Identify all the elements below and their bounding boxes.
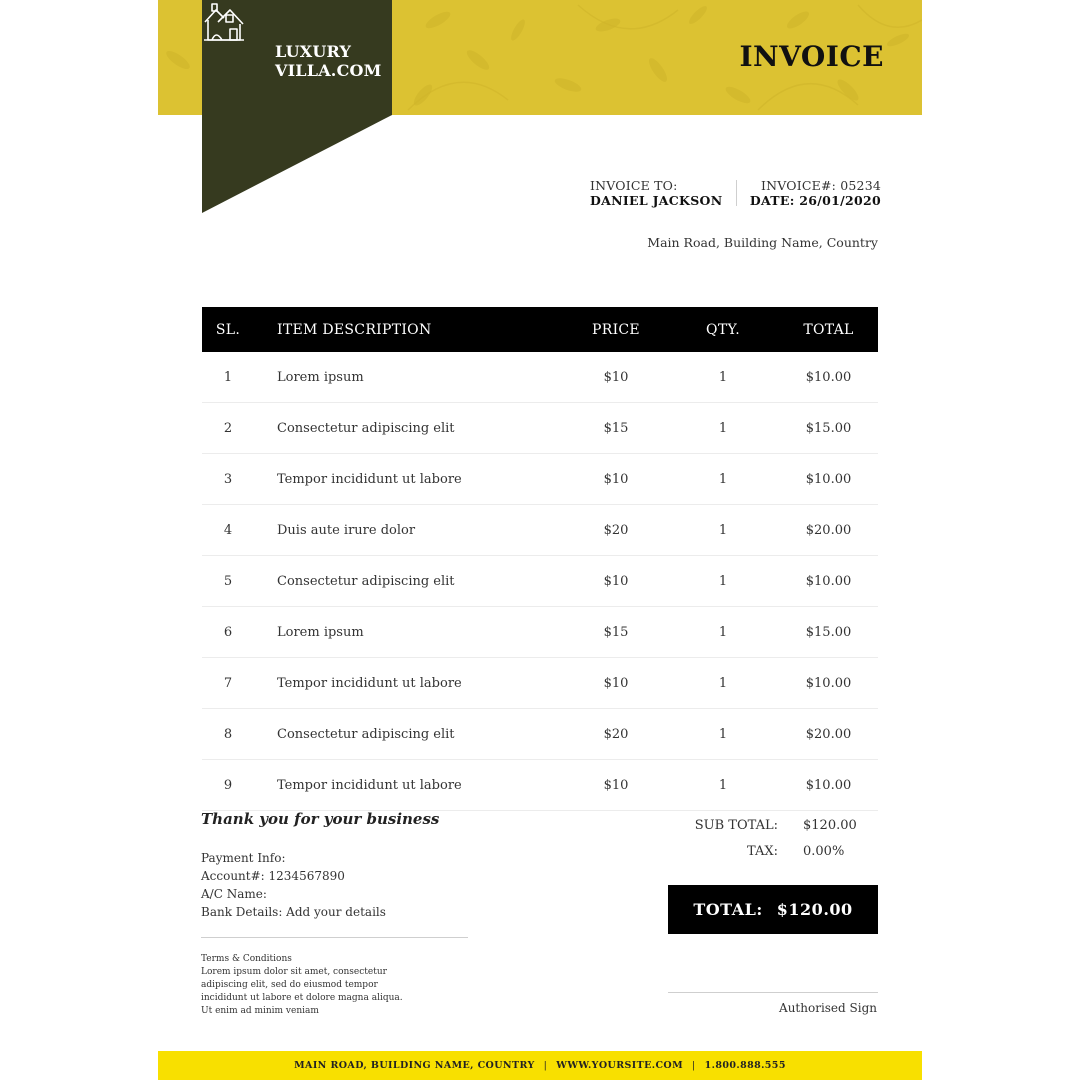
cell-sl: 3 (202, 454, 254, 505)
cell-total: $20.00 (779, 709, 878, 760)
cell-description: Tempor incididunt ut labore (254, 658, 565, 709)
cell-qty: 1 (667, 505, 779, 556)
table-row (202, 505, 878, 556)
cell-sl: 4 (202, 505, 254, 556)
signature-line (668, 992, 878, 993)
footer-separator: | (543, 1060, 548, 1071)
cell-sl: 2 (202, 403, 254, 454)
cell-qty: 1 (667, 556, 779, 607)
terms-line: Ut enim ad minim veniam (201, 1006, 319, 1016)
cell-sl: 6 (202, 607, 254, 658)
header-description: ITEM DESCRIPTION (277, 321, 432, 338)
cell-qty: 1 (667, 658, 779, 709)
cell-price: $15 (565, 607, 667, 658)
brand-line-1: LUXURY (275, 42, 352, 61)
cell-total: $10.00 (779, 658, 878, 709)
cell-price: $10 (565, 454, 667, 505)
cell-total: $15.00 (779, 607, 878, 658)
subtotal-label: SUB TOTAL: (694, 817, 778, 833)
table-row (202, 352, 878, 403)
table-row (202, 607, 878, 658)
cell-total: $10.00 (779, 454, 878, 505)
brand-name (275, 42, 382, 80)
invoice-meta (750, 178, 881, 208)
cell-price: $15 (565, 403, 667, 454)
table-row (202, 454, 878, 505)
tax-value: 0.00% (803, 843, 845, 859)
cell-sl: 8 (202, 709, 254, 760)
thank-you-message: Thank you for your business (201, 810, 440, 828)
cell-description: Tempor incididunt ut labore (254, 760, 565, 811)
payment-account: Account#: 1234567890 (201, 869, 345, 883)
cell-qty: 1 (667, 352, 779, 403)
items-table (202, 307, 878, 811)
terms-line: Lorem ipsum dolor sit amet, consectetur (201, 967, 387, 977)
subtotal-value: $120.00 (803, 817, 857, 833)
cell-total: $10.00 (779, 760, 878, 811)
terms-line: adipiscing elit, sed do eiusmod tempor (201, 980, 378, 990)
tax-row (678, 838, 863, 864)
cell-description: Consectetur adipiscing elit (254, 403, 565, 454)
table-row (202, 658, 878, 709)
logo-panel (202, 0, 392, 213)
payment-ac-name: A/C Name: (201, 887, 267, 901)
cell-total: $20.00 (779, 505, 878, 556)
cell-sl: 9 (202, 760, 254, 811)
cell-description: Duis aute irure dolor (254, 505, 565, 556)
header-qty: QTY. (706, 321, 740, 338)
table-header-row (202, 307, 878, 352)
cell-sl: 7 (202, 658, 254, 709)
cell-description: Tempor incididunt ut labore (254, 454, 565, 505)
cell-sl: 5 (202, 556, 254, 607)
subtotal-row (678, 812, 863, 838)
bill-to (590, 178, 722, 208)
cell-qty: 1 (667, 403, 779, 454)
table-row (202, 556, 878, 607)
cell-qty: 1 (667, 760, 779, 811)
payment-bank: Bank Details: Add your details (201, 905, 386, 919)
terms-title: Terms & Conditions (201, 954, 292, 964)
terms-line: incididunt ut labore et dolore magna aliqua. (201, 993, 403, 1003)
cell-total: $10.00 (779, 556, 878, 607)
brand-line-2: VILLA.COM (275, 61, 382, 80)
authorised-sign: Authorised Sign (779, 1001, 877, 1015)
invoice-title: INVOICE (739, 40, 884, 73)
cell-qty: 1 (667, 709, 779, 760)
header-sl: SL. (215, 321, 241, 338)
invoice-page (158, 0, 922, 1080)
header-total: TOTAL (803, 321, 854, 338)
cell-description: Lorem ipsum (254, 607, 565, 658)
payment-title: Payment Info: (201, 851, 286, 865)
total-value: $120.00 (776, 900, 853, 919)
footer-phone: 1.800.888.555 (704, 1060, 786, 1071)
footer-address: MAIN ROAD, BUILDING NAME, COUNTRY (294, 1060, 535, 1071)
footer-separator: | (692, 1060, 696, 1071)
cell-price: $10 (565, 760, 667, 811)
cell-price: $10 (565, 658, 667, 709)
cell-price: $10 (565, 556, 667, 607)
total-label: TOTAL: (693, 900, 763, 919)
header-price: PRICE (592, 321, 640, 338)
cell-price: $20 (565, 709, 667, 760)
cell-total: $10.00 (779, 352, 878, 403)
table-row (202, 709, 878, 760)
bill-to-label: INVOICE TO: (590, 178, 678, 193)
cell-qty: 1 (667, 454, 779, 505)
footer-bar (158, 1051, 922, 1080)
cell-description: Consectetur adipiscing elit (254, 556, 565, 607)
payment-info (201, 849, 386, 921)
table-row (202, 760, 878, 811)
cell-description: Consectetur adipiscing elit (254, 709, 565, 760)
tax-label: TAX: (747, 843, 778, 859)
terms-divider (201, 937, 468, 938)
terms-conditions (201, 953, 471, 1018)
cell-price: $20 (565, 505, 667, 556)
cell-sl: 1 (202, 352, 254, 403)
cell-description: Lorem ipsum (254, 352, 565, 403)
totals-summary (678, 812, 863, 864)
grand-total-box (668, 885, 878, 934)
meta-divider (736, 180, 737, 206)
bill-to-address: Main Road, Building Name, Country (647, 235, 878, 250)
footer-website: WWW.YOURSITE.COM (556, 1060, 683, 1071)
cell-total: $15.00 (779, 403, 878, 454)
table-row (202, 403, 878, 454)
cell-price: $10 (565, 352, 667, 403)
bill-to-name: DANIEL JACKSON (590, 193, 723, 208)
invoice-number: INVOICE#: 05234 (761, 178, 881, 193)
invoice-date: DATE: 26/01/2020 (749, 193, 881, 208)
cell-qty: 1 (667, 607, 779, 658)
house-icon (202, 0, 246, 44)
